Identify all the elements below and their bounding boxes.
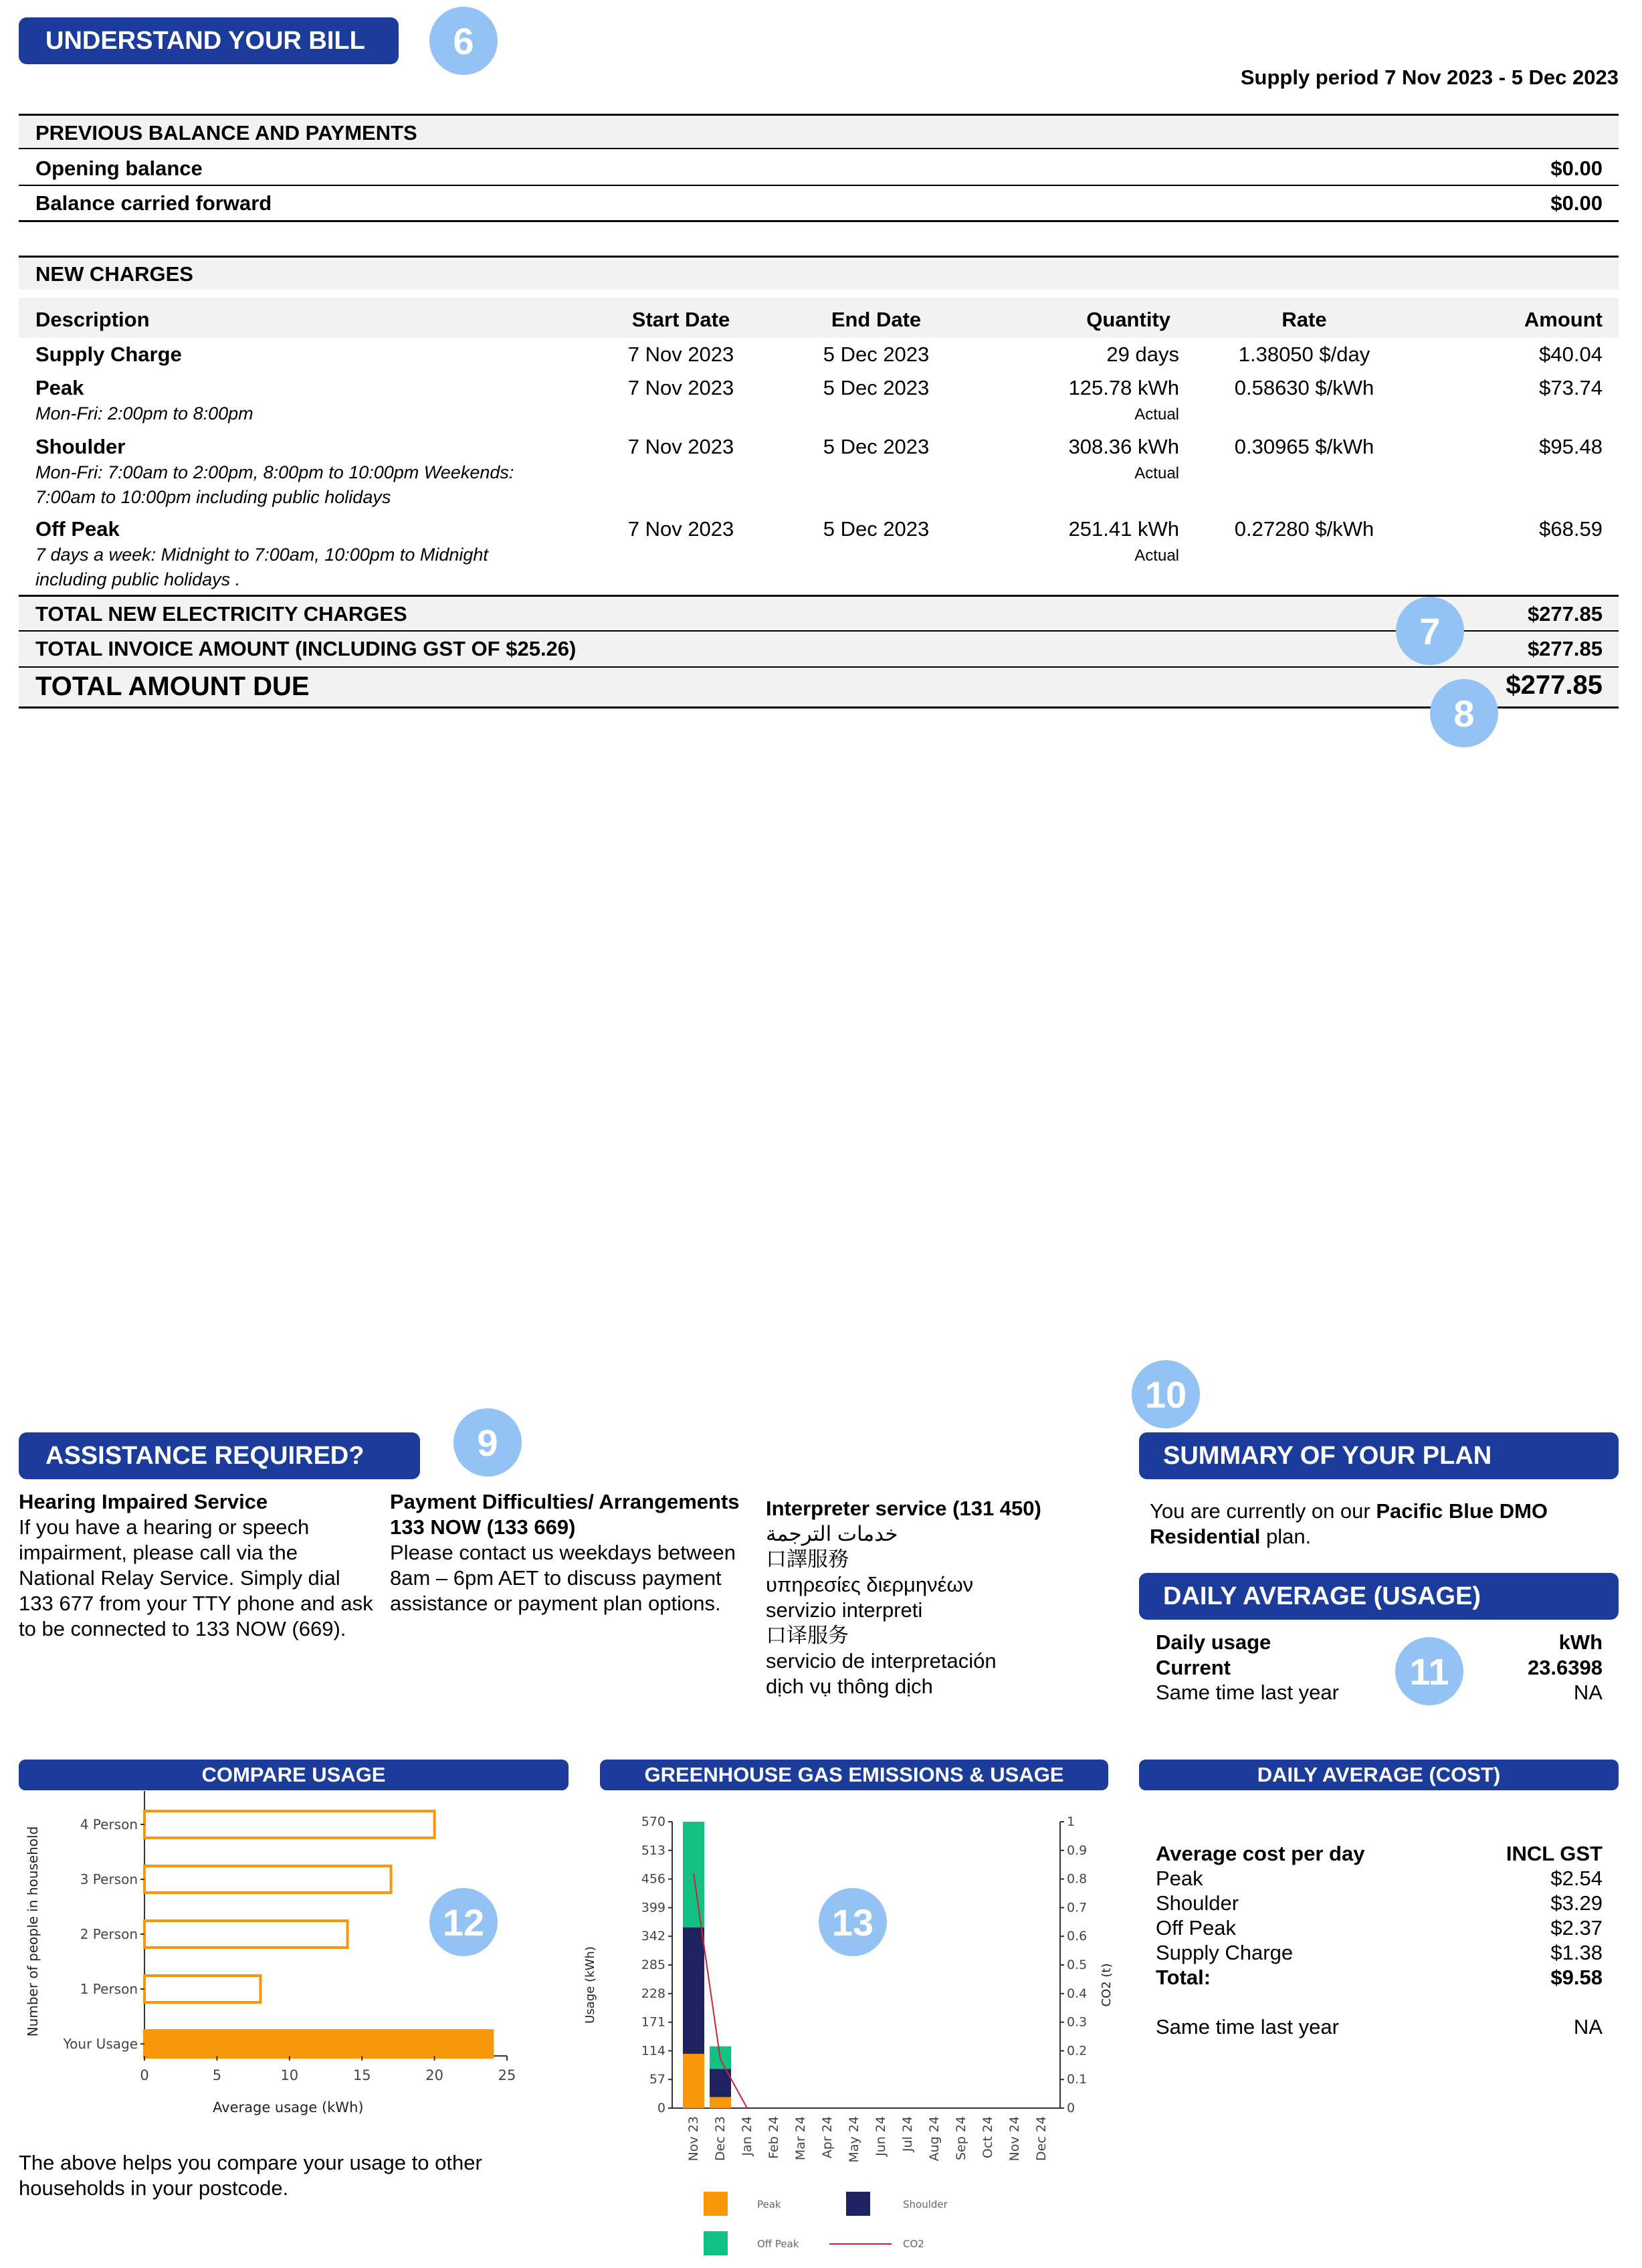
- supply-period: Supply period 7 Nov 2023 - 5 Dec 2023: [1240, 66, 1619, 89]
- legend-label-co2: CO2: [903, 2238, 924, 2250]
- divider: [19, 220, 1619, 222]
- x-tick-label: Mar 24: [793, 2116, 808, 2161]
- col-start-date: Start Date: [631, 308, 730, 331]
- charge-end: 5 Dec 2023: [823, 435, 930, 458]
- payment-title: Payment Difficulties/ Arrangements: [390, 1490, 740, 1513]
- y2-axis-label: CO2 (t): [1100, 1963, 1114, 2007]
- section-title-text: UNDERSTAND YOUR BILL: [45, 26, 365, 55]
- y-tick-label: 1 Person: [80, 1981, 138, 1997]
- interpreter-simp-chinese: 口译服务: [766, 1624, 849, 1647]
- col-amount: Amount: [1524, 308, 1603, 331]
- plan-summary-text: [1150, 1499, 1605, 1549]
- section-title-text: ASSISTANCE REQUIRED?: [45, 1441, 365, 1470]
- y2-tick-label: 0.6: [1067, 1929, 1088, 1944]
- total-due-value: $277.85: [1506, 670, 1603, 700]
- charge-desc: Shoulder: [35, 435, 126, 458]
- daily-cost-value: $3.29: [1550, 1891, 1603, 1915]
- daily-cost-title: [1139, 1760, 1619, 1790]
- legend-swatch-peak: [704, 2192, 728, 2216]
- x-tick-label: Feb 24: [766, 2116, 781, 2159]
- y-tick-label: 285: [641, 1958, 665, 1972]
- x-tick-label: May 24: [847, 2116, 861, 2163]
- total-new-value: $277.85: [1527, 602, 1603, 626]
- x-tick-label: Jul 24: [900, 2116, 915, 2152]
- carried-forward-label: Balance carried forward: [35, 191, 272, 215]
- previous-balance-heading: PREVIOUS BALANCE AND PAYMENTS: [35, 121, 417, 145]
- x-tick-label: Dec 24: [1034, 2116, 1049, 2161]
- section-title-daily-usage: [1139, 1573, 1619, 1620]
- step-badge-8: 8: [1430, 679, 1498, 747]
- daily-cost-last-year-value: NA: [1573, 2015, 1603, 2039]
- daily-cost-value: $2.37: [1550, 1916, 1603, 1940]
- charge-end: 5 Dec 2023: [823, 517, 930, 541]
- charge-start: 7 Nov 2023: [627, 517, 734, 541]
- ghg-title-text: GREENHOUSE GAS EMISSIONS & USAGE: [644, 1763, 1064, 1786]
- daily-cost-total-label: Total:: [1156, 1966, 1211, 1989]
- y-tick-label: 456: [641, 1871, 665, 1887]
- col-rate: Rate: [1281, 308, 1327, 331]
- y-axis-label: Number of people in household: [25, 1826, 41, 2037]
- x-tick-label: Aug 24: [927, 2116, 942, 2162]
- opening-balance-value: $0.00: [1550, 157, 1603, 180]
- daily-cost-label: Shoulder: [1156, 1891, 1239, 1915]
- charge-desc: Off Peak: [35, 517, 120, 541]
- y2-tick-label: 0.5: [1067, 1958, 1088, 1972]
- y-tick-label: 513: [641, 1842, 665, 1858]
- x-tick-label: 0: [140, 2067, 149, 2083]
- y-tick-label: 0: [657, 2101, 665, 2115]
- charge-amount: $40.04: [1539, 343, 1603, 366]
- charge-start: 7 Nov 2023: [627, 343, 734, 366]
- plan-name: Pacific Blue DMO Residential: [1150, 1499, 1548, 1548]
- x-tick-label: Nov 23: [686, 2116, 701, 2162]
- x-axis-label: Average usage (kWh): [213, 2099, 364, 2115]
- y2-tick-label: 0: [1067, 2101, 1075, 2115]
- daily-usage-last-year-label: Same time last year: [1156, 1681, 1339, 1704]
- x-tick-label: Apr 24: [820, 2116, 835, 2159]
- divider: [19, 706, 1619, 708]
- daily-cost-title-text: DAILY AVERAGE (COST): [1257, 1763, 1501, 1786]
- section-title-text: SUMMARY OF YOUR PLAN: [1163, 1441, 1492, 1470]
- section-title-text: DAILY AVERAGE (USAGE): [1163, 1582, 1481, 1610]
- payment-phone: 133 NOW (133 669): [390, 1515, 576, 1539]
- x-tick-label: Jan 24: [740, 2116, 754, 2156]
- interpreter-trad-chinese: 口譯服務: [766, 1547, 849, 1571]
- section-title-plan: [1139, 1432, 1619, 1479]
- charge-end: 5 Dec 2023: [823, 343, 930, 366]
- y-tick-label: 570: [641, 1814, 665, 1829]
- payment-block: [390, 1489, 751, 1616]
- charge-end: 5 Dec 2023: [823, 376, 930, 399]
- y-axis-label: Usage (kWh): [583, 1946, 597, 2024]
- legend-label-offpeak: Off Peak: [757, 2238, 799, 2250]
- x-tick-label: Jun 24: [874, 2116, 888, 2156]
- step-badge-10: 10: [1132, 1360, 1200, 1428]
- divider: [19, 148, 1619, 149]
- x-tick-label: Nov 24: [1007, 2116, 1022, 2162]
- interpreter-vietnamese: dịch vụ thông dịch: [766, 1675, 933, 1698]
- step-badge-12: 12: [429, 1888, 498, 1956]
- y2-tick-label: 0.1: [1067, 2072, 1088, 2087]
- x-tick-label: Dec 23: [713, 2116, 728, 2161]
- divider: [19, 185, 1619, 186]
- interpreter-italian: servizio interpreti: [766, 1598, 923, 1622]
- interpreter-title: Interpreter service (131 450): [766, 1497, 1041, 1520]
- interpreter-greek: υπηρεσίες διερμηνέων: [766, 1573, 974, 1596]
- charge-start: 7 Nov 2023: [627, 376, 734, 399]
- y-tick-label: 2 Person: [80, 1926, 138, 1942]
- charge-qty: 125.78 kWh: [1068, 376, 1179, 399]
- daily-cost-head-value: INCL GST: [1506, 1842, 1603, 1865]
- step-badge-9: 9: [453, 1408, 522, 1477]
- charge-qty: 308.36 kWh: [1068, 435, 1179, 458]
- compare-usage-note: The above helps you compare your usage to other households in your postcode.: [19, 2151, 482, 2200]
- hearing-text: If you have a hearing or speech impairment, please call via the National Relay Service. Simply dial 133 677 from your TTY phone and ask to be connected to 133 NOW (669).: [19, 1515, 373, 1640]
- y-tick-label: 399: [641, 1900, 665, 1915]
- x-tick-label: 15: [352, 2067, 371, 2083]
- x-tick-label: 10: [280, 2067, 299, 2083]
- charge-qty: 251.41 kWh: [1068, 517, 1179, 541]
- charge-note: 7 days a week: Midnight to 7:00am, 10:00pm to Midnight including public holidays .: [35, 545, 488, 589]
- y-tick-label: 4 Person: [80, 1816, 138, 1832]
- new-charges-heading: NEW CHARGES: [35, 262, 193, 286]
- legend-swatch-offpeak: [704, 2231, 728, 2255]
- interpreter-block: [766, 1496, 1114, 1699]
- charge-amount: $73.74: [1539, 376, 1603, 399]
- interpreter-arabic: خدمات الترجمة: [766, 1522, 898, 1545]
- plan-text-post: plan.: [1260, 1525, 1312, 1548]
- section-title-understand: [19, 17, 399, 64]
- daily-cost-label: Supply Charge: [1156, 1941, 1294, 1964]
- x-tick-label: Oct 24: [981, 2116, 995, 2159]
- total-new-label: TOTAL NEW ELECTRICITY CHARGES: [35, 602, 407, 626]
- legend-label-shoulder: Shoulder: [903, 2198, 948, 2210]
- opening-balance-label: Opening balance: [35, 157, 203, 180]
- charge-qty-note: Actual: [1134, 405, 1179, 423]
- daily-cost-label: Peak: [1156, 1867, 1203, 1890]
- total-invoice-label: TOTAL INVOICE AMOUNT (INCLUDING GST OF $25.26): [35, 637, 577, 660]
- plan-text-pre: You are currently on our: [1150, 1499, 1376, 1523]
- charge-desc: Peak: [35, 376, 84, 399]
- daily-usage-current-value: 23.6398: [1527, 1656, 1603, 1679]
- y2-tick-label: 1: [1067, 1814, 1075, 1829]
- step-badge-6: 6: [429, 7, 498, 75]
- daily-usage-unit: kWh: [1558, 1630, 1603, 1654]
- total-invoice-value: $277.85: [1527, 637, 1603, 660]
- y-tick-label: 228: [641, 1986, 665, 2001]
- bar-shoulder-nov-23: [683, 1927, 704, 2054]
- charge-start: 7 Nov 2023: [627, 435, 734, 458]
- charge-qty: 29 days: [1106, 343, 1179, 366]
- bar-2-person: [144, 1921, 348, 1948]
- payment-text: Please contact us weekdays between 8am – 6pm AET to discuss payment assistance or payment plan options.: [390, 1541, 736, 1615]
- daily-cost-head-label: Average cost per day: [1156, 1842, 1365, 1865]
- heading-band: [19, 258, 1619, 290]
- bar-1-person: [144, 1976, 260, 2002]
- interpreter-spanish: servicio de interpretación: [766, 1649, 997, 1673]
- x-tick-label: Sep 24: [954, 2116, 968, 2161]
- charge-rate: 1.38050 $/day: [1238, 343, 1370, 366]
- charge-note: Mon-Fri: 7:00am to 2:00pm, 8:00pm to 10:00pm Weekends: 7:00am to 10:00pm including public holidays: [35, 462, 514, 507]
- col-end-date: End Date: [831, 308, 922, 331]
- daily-usage-current-label: Current: [1156, 1656, 1231, 1679]
- charge-amount: $68.59: [1539, 517, 1603, 541]
- y-tick-label: 3 Person: [80, 1871, 138, 1887]
- x-tick-label: 20: [425, 2067, 443, 2083]
- charge-note: Mon-Fri: 2:00pm to 8:00pm: [35, 403, 253, 423]
- charge-qty-note: Actual: [1134, 547, 1179, 565]
- section-title-assistance: [19, 1432, 420, 1479]
- compare-usage-chart: [19, 1783, 574, 2131]
- daily-usage-label: Daily usage: [1156, 1630, 1271, 1654]
- y2-tick-label: 0.8: [1067, 1871, 1088, 1887]
- charge-rate: 0.30965 $/kWh: [1234, 435, 1374, 458]
- y-tick-label: 57: [649, 2072, 665, 2087]
- ghg-chart: [575, 1783, 1114, 2258]
- step-badge-11: 11: [1395, 1637, 1463, 1705]
- charge-rate: 0.27280 $/kWh: [1234, 517, 1374, 541]
- daily-usage-last-year-value: NA: [1573, 1681, 1603, 1704]
- step-badge-13: 13: [819, 1888, 887, 1956]
- y2-tick-label: 0.4: [1067, 1986, 1088, 2001]
- col-quantity: Quantity: [1086, 308, 1170, 331]
- carried-forward-value: $0.00: [1550, 191, 1603, 215]
- y-tick-label: Your Usage: [63, 2036, 138, 2052]
- y-tick-label: 342: [641, 1929, 665, 1944]
- legend-label-peak: Peak: [757, 2198, 781, 2210]
- total-due-label: TOTAL AMOUNT DUE: [35, 672, 310, 701]
- col-description: Description: [35, 308, 150, 331]
- bar-3-person: [144, 1866, 391, 1893]
- bar-4-person: [144, 1811, 435, 1838]
- y2-tick-label: 0.7: [1067, 1900, 1088, 1915]
- hearing-impaired-block: [19, 1489, 373, 1642]
- step-badge-7: 7: [1396, 597, 1464, 665]
- daily-cost-last-year-label: Same time last year: [1156, 2015, 1339, 2039]
- x-tick-label: 25: [498, 2067, 516, 2083]
- legend-swatch-shoulder: [846, 2192, 870, 2216]
- y-tick-label: 114: [641, 2043, 665, 2059]
- y2-tick-label: 0.2: [1067, 2043, 1088, 2059]
- x-tick-label: 5: [212, 2067, 222, 2083]
- charge-rate: 0.58630 $/kWh: [1234, 376, 1374, 399]
- compare-usage-title-text: COMPARE USAGE: [201, 1763, 386, 1786]
- daily-cost-total-value: $9.58: [1550, 1966, 1603, 1989]
- daily-cost-value: $1.38: [1550, 1941, 1603, 1964]
- bar-your-usage: [144, 2030, 492, 2057]
- hearing-title: Hearing Impaired Service: [19, 1490, 268, 1513]
- daily-cost-label: Off Peak: [1156, 1916, 1237, 1940]
- bar-peak-dec-23: [710, 2097, 731, 2108]
- daily-cost-value: $2.54: [1550, 1867, 1603, 1890]
- y2-tick-label: 0.9: [1067, 1842, 1088, 1858]
- charge-desc: Supply Charge: [35, 343, 182, 366]
- y2-tick-label: 0.3: [1067, 2014, 1088, 2030]
- y-tick-label: 171: [641, 2014, 665, 2030]
- charge-amount: $95.48: [1539, 435, 1603, 458]
- bar-peak-nov-23: [683, 2054, 704, 2108]
- charge-qty-note: Actual: [1134, 464, 1179, 482]
